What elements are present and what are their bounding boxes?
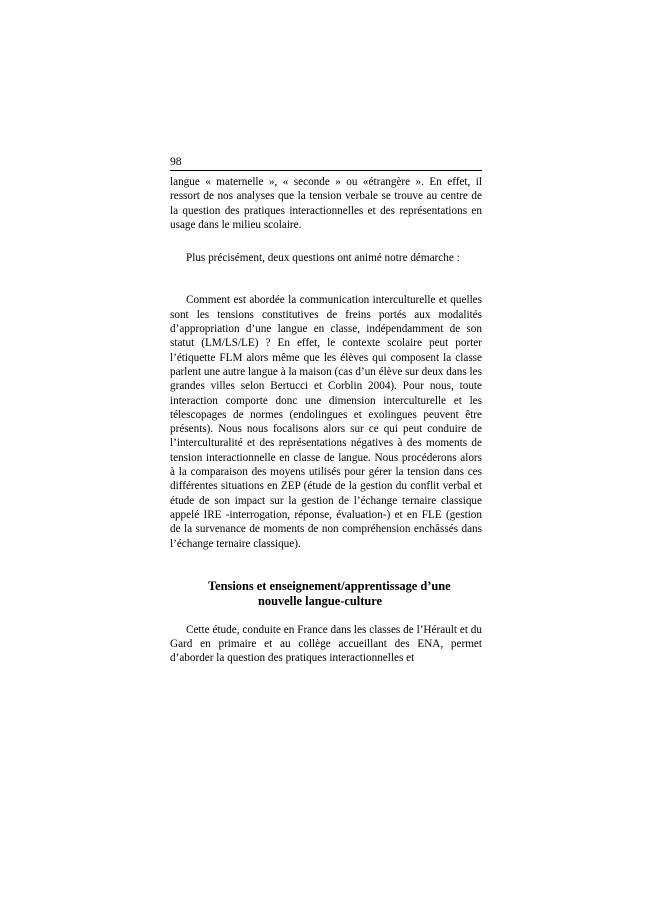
paragraph-questions-lead: Plus précisément, deux questions ont animé notre démarche : xyxy=(186,252,460,265)
section-heading-line-1: Tensions et enseignement/apprentissage d’une xyxy=(208,578,451,593)
section-heading-line-2: nouvelle langue-culture xyxy=(258,593,383,608)
page-body xyxy=(170,155,482,666)
paragraph-research-question: Comment est abordée la communication interculturelle et quelles sont les tensions constitutives de freins portés aux modalités d’appropriation d’une langue en classe, indépendamment de son statut (LM/LS/LE) ? En effet, le contexte scolaire peut porter l’étiquette FLM alors même que les élèves qui composent la classe parlent une autre langue à la maison (cas d’un élève sur deux dans les grandes villes selon Bertucci et Corblin 2004). Pour nous, toute interaction comporte donc une dimension interculturelle et les télescopages de normes (endolingues et exolingues peuvent être présents). Nous nous focalisons alors sur ce qui peut conduire de l’interculturalité et des représentations négatives à des moments de tension interactionnelle en classe de langue. Nous procéderons alors à la comparaison des moyens utilisés pour gérer la tension dans ces différentes situations en ZEP (étude de la gestion du conflit verbal et étude de son impact sur la gestion de l’échange ternaire classique appelé IRE -interrogation, réponse, évaluation-) et en FLE (gestion de la survenance de moments de non compréhension enchâssés dans l’échange ternaire classique). xyxy=(170,294,482,550)
paragraph-study-description: Cette étude, conduite en France dans les classes de l’Hérault et du Gard en primaire et au collège accueillant des ENA, permet d’aborder la question des pratiques interactionnelles et xyxy=(170,623,482,665)
section-heading xyxy=(170,579,482,609)
page-number: 98 xyxy=(170,155,182,168)
page-header xyxy=(170,155,482,171)
paragraph-intro-continuation: langue « maternelle », « seconde » ou «étrangère ». En effet, il ressort de nos analyses que la tension verbale se trouve au centre de la question des pratiques interactionnelles et des représentations en usage dans le milieu scolaire. xyxy=(170,176,482,231)
